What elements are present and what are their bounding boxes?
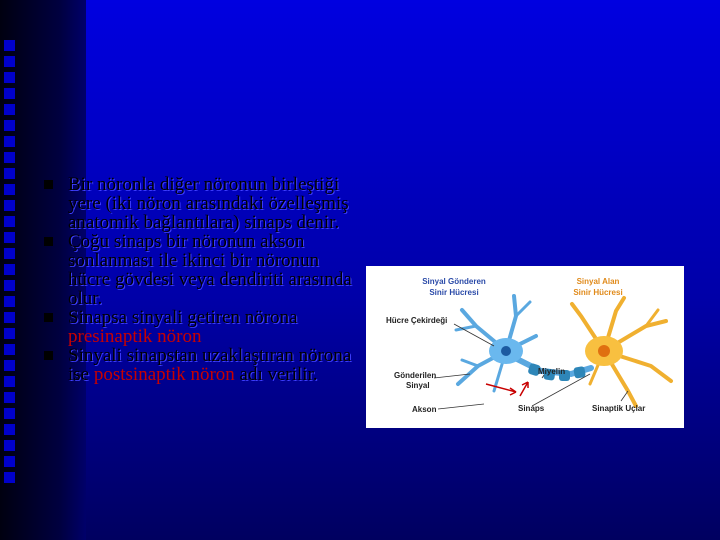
bullet-item [44,232,364,308]
synapse-label: Sinaps [518,404,545,413]
synaptic-terminals-label: Sinaptik Uçlar [592,404,646,413]
bullet-item [44,175,364,232]
neuron-synapse-figure [366,266,684,428]
sender-neuron-illustration [456,296,591,391]
sender-nucleus [501,346,511,356]
bullet-text: Çoğu sinaps bir nöronun akson sonlanması ile ikinci bir nöronun hücre gövdesi veya dendiriti arasında olur. [68,231,352,309]
signal-arrow-icon [486,384,516,392]
bullet-item [44,346,364,384]
receiver-title: Sinyal Alan [576,277,620,286]
square-bullet-icon [44,237,53,246]
square-bullet-icon [44,313,53,322]
decorative-square-column [4,40,24,488]
outgoing-signal-label-2: Sinyal [406,381,430,390]
sender-subtitle: Sinir Hücresi [429,288,479,297]
sender-title: Sinyal Gönderen [422,277,486,286]
cell-nucleus-label: Hücre Çekirdeği [386,316,448,325]
square-bullet-icon [44,180,53,189]
myelin-label: Miyelin [538,367,566,376]
bullet-text: Sinapsa sinyali getiren nörona [68,307,298,328]
highlight-term: presinaptik nöron [68,326,202,347]
highlight-term: postsinaptik nöron [93,364,235,385]
bullet-list [44,175,364,384]
bullet-text: Bir nöronla diğer nöronun birleştiği yere (iki nöron arasındaki özelleşmiş anatomik bağlantılara) sinaps denir. [68,174,349,233]
bullet-text: Sinyali sinapstan uzaklaştıran nörona ise [68,345,352,385]
square-bullet-icon [44,351,53,360]
bullet-item [44,308,364,346]
axon-label: Akson [412,405,437,414]
outgoing-signal-label: Gönderilen [394,371,437,380]
bullet-text: adı verilir. [234,364,318,385]
receiver-subtitle: Sinir Hücresi [573,288,623,297]
receiver-nucleus [598,345,610,357]
